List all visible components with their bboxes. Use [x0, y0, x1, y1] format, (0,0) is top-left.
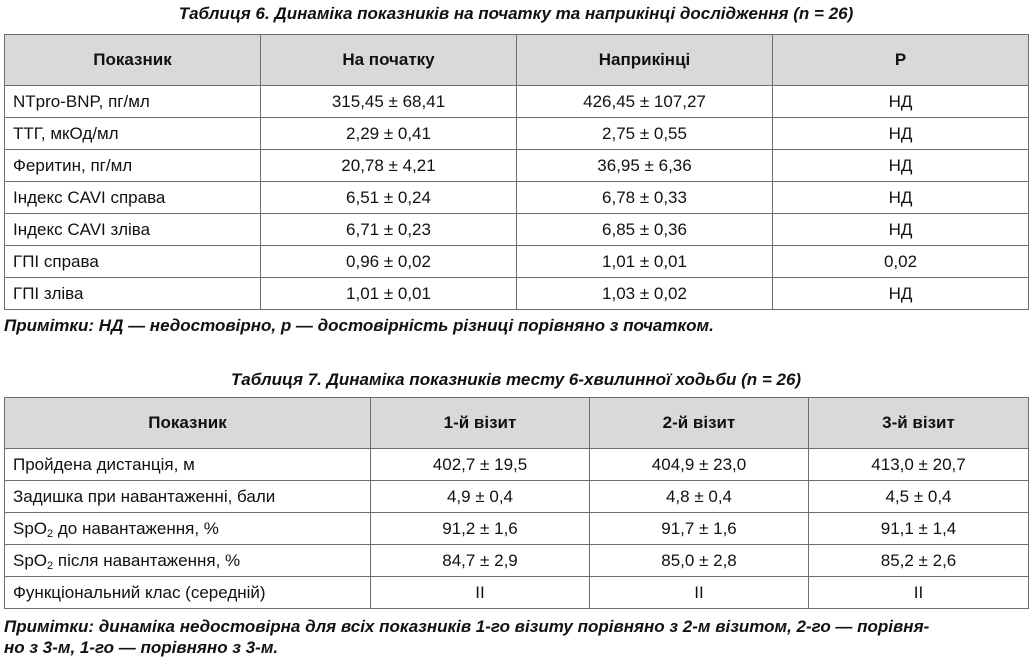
cell-start: 315,45 ± 68,41: [261, 86, 517, 118]
table7-note-line1: Примітки: динаміка недостовірна для всіх показників 1-го візиту порівняно з 2-м візитом, 2-го — порівня-: [4, 617, 930, 636]
row-label: Пройдена дистанція, м: [5, 449, 371, 481]
table7-note-line2: но з 3-м, 1-го — порівняно з 3-м.: [4, 638, 279, 657]
table6-header-row: [5, 35, 1029, 86]
row-label: Задишка при навантаженні, бали: [5, 481, 371, 513]
table-row: [5, 86, 1029, 118]
cell-visit1: 4,9 ± 0,4: [371, 481, 590, 513]
cell-visit3: 4,5 ± 0,4: [809, 481, 1029, 513]
table6-caption: Таблиця 6. Динаміка показників на початку та наприкінці дослідження (n = 26): [178, 4, 854, 23]
table7-header-visit1: 1-й візит: [371, 398, 590, 449]
cell-visit1: II: [371, 577, 590, 609]
table-row: [5, 182, 1029, 214]
cell-start: 6,51 ± 0,24: [261, 182, 517, 214]
table-row: [5, 278, 1029, 310]
cell-visit3: 85,2 ± 2,6: [809, 545, 1029, 577]
cell-start: 0,96 ± 0,02: [261, 246, 517, 278]
cell-start: 2,29 ± 0,41: [261, 118, 517, 150]
cell-visit3: II: [809, 577, 1029, 609]
row-label: [5, 545, 371, 577]
cell-end: 2,75 ± 0,55: [517, 118, 773, 150]
cell-p: НД: [773, 150, 1029, 182]
table7-header-visit3: 3-й візит: [809, 398, 1029, 449]
row-label: ГПІ зліва: [5, 278, 261, 310]
cell-p: НД: [773, 118, 1029, 150]
table6-header-end: Наприкінці: [517, 35, 773, 86]
cell-visit2: II: [590, 577, 809, 609]
table6: [4, 34, 1029, 310]
cell-p: НД: [773, 214, 1029, 246]
table-row: [5, 577, 1029, 609]
row-label-main: SpO: [13, 518, 48, 538]
cell-end: 36,95 ± 6,36: [517, 150, 773, 182]
cell-start: 6,71 ± 0,23: [261, 214, 517, 246]
table7-caption: Таблиця 7. Динаміка показників тесту 6-хвилинної ходьби (n = 26): [230, 370, 802, 389]
cell-p: НД: [773, 86, 1029, 118]
table6-note: Примітки: НД — недостовірно, р — достовірність різниці порівняно з початком.: [4, 316, 714, 335]
cell-visit2: 91,7 ± 1,6: [590, 513, 809, 545]
cell-end: 1,01 ± 0,01: [517, 246, 773, 278]
row-label: ТТГ, мкОд/мл: [5, 118, 261, 150]
row-label: ГПІ справа: [5, 246, 261, 278]
row-label: Феритин, пг/мл: [5, 150, 261, 182]
cell-visit1: 91,2 ± 1,6: [371, 513, 590, 545]
cell-visit2: 85,0 ± 2,8: [590, 545, 809, 577]
table-row: [5, 118, 1029, 150]
row-label-rest: до навантаження, %: [53, 518, 219, 538]
cell-start: 20,78 ± 4,21: [261, 150, 517, 182]
table-row: [5, 545, 1029, 577]
row-label-subscript: 2: [47, 559, 54, 572]
cell-visit1: 84,7 ± 2,9: [371, 545, 590, 577]
table7-note: [4, 616, 1028, 658]
row-label: Індекс CAVI справа: [5, 182, 261, 214]
row-label: Функціональний клас (середній): [5, 577, 371, 609]
table-row: [5, 481, 1029, 513]
row-label: [5, 513, 371, 545]
cell-visit3: 91,1 ± 1,4: [809, 513, 1029, 545]
cell-end: 1,03 ± 0,02: [517, 278, 773, 310]
row-label-main: SpO: [13, 550, 48, 570]
table7-header-visit2: 2-й візит: [590, 398, 809, 449]
cell-visit2: 4,8 ± 0,4: [590, 481, 809, 513]
cell-p: НД: [773, 182, 1029, 214]
table-row: [5, 150, 1029, 182]
table6-header-indicator: Показник: [5, 35, 261, 86]
table6-header-start: На початку: [261, 35, 517, 86]
table6-header-p: P: [773, 35, 1029, 86]
cell-start: 1,01 ± 0,01: [261, 278, 517, 310]
table7: [4, 397, 1029, 609]
cell-p: 0,02: [773, 246, 1029, 278]
cell-visit3: 413,0 ± 20,7: [809, 449, 1029, 481]
row-label-rest: після навантаження, %: [53, 550, 241, 570]
cell-end: 426,45 ± 107,27: [517, 86, 773, 118]
cell-end: 6,85 ± 0,36: [517, 214, 773, 246]
table-row: [5, 513, 1029, 545]
row-label: Індекс CAVI зліва: [5, 214, 261, 246]
table-row: [5, 246, 1029, 278]
table-row: [5, 449, 1029, 481]
row-label-subscript: 2: [47, 527, 54, 540]
table7-header-indicator: Показник: [5, 398, 371, 449]
table7-header-row: [5, 398, 1029, 449]
cell-end: 6,78 ± 0,33: [517, 182, 773, 214]
cell-visit1: 402,7 ± 19,5: [371, 449, 590, 481]
cell-visit2: 404,9 ± 23,0: [590, 449, 809, 481]
row-label: NTpro-BNP, пг/мл: [5, 86, 261, 118]
table-row: [5, 214, 1029, 246]
cell-p: НД: [773, 278, 1029, 310]
